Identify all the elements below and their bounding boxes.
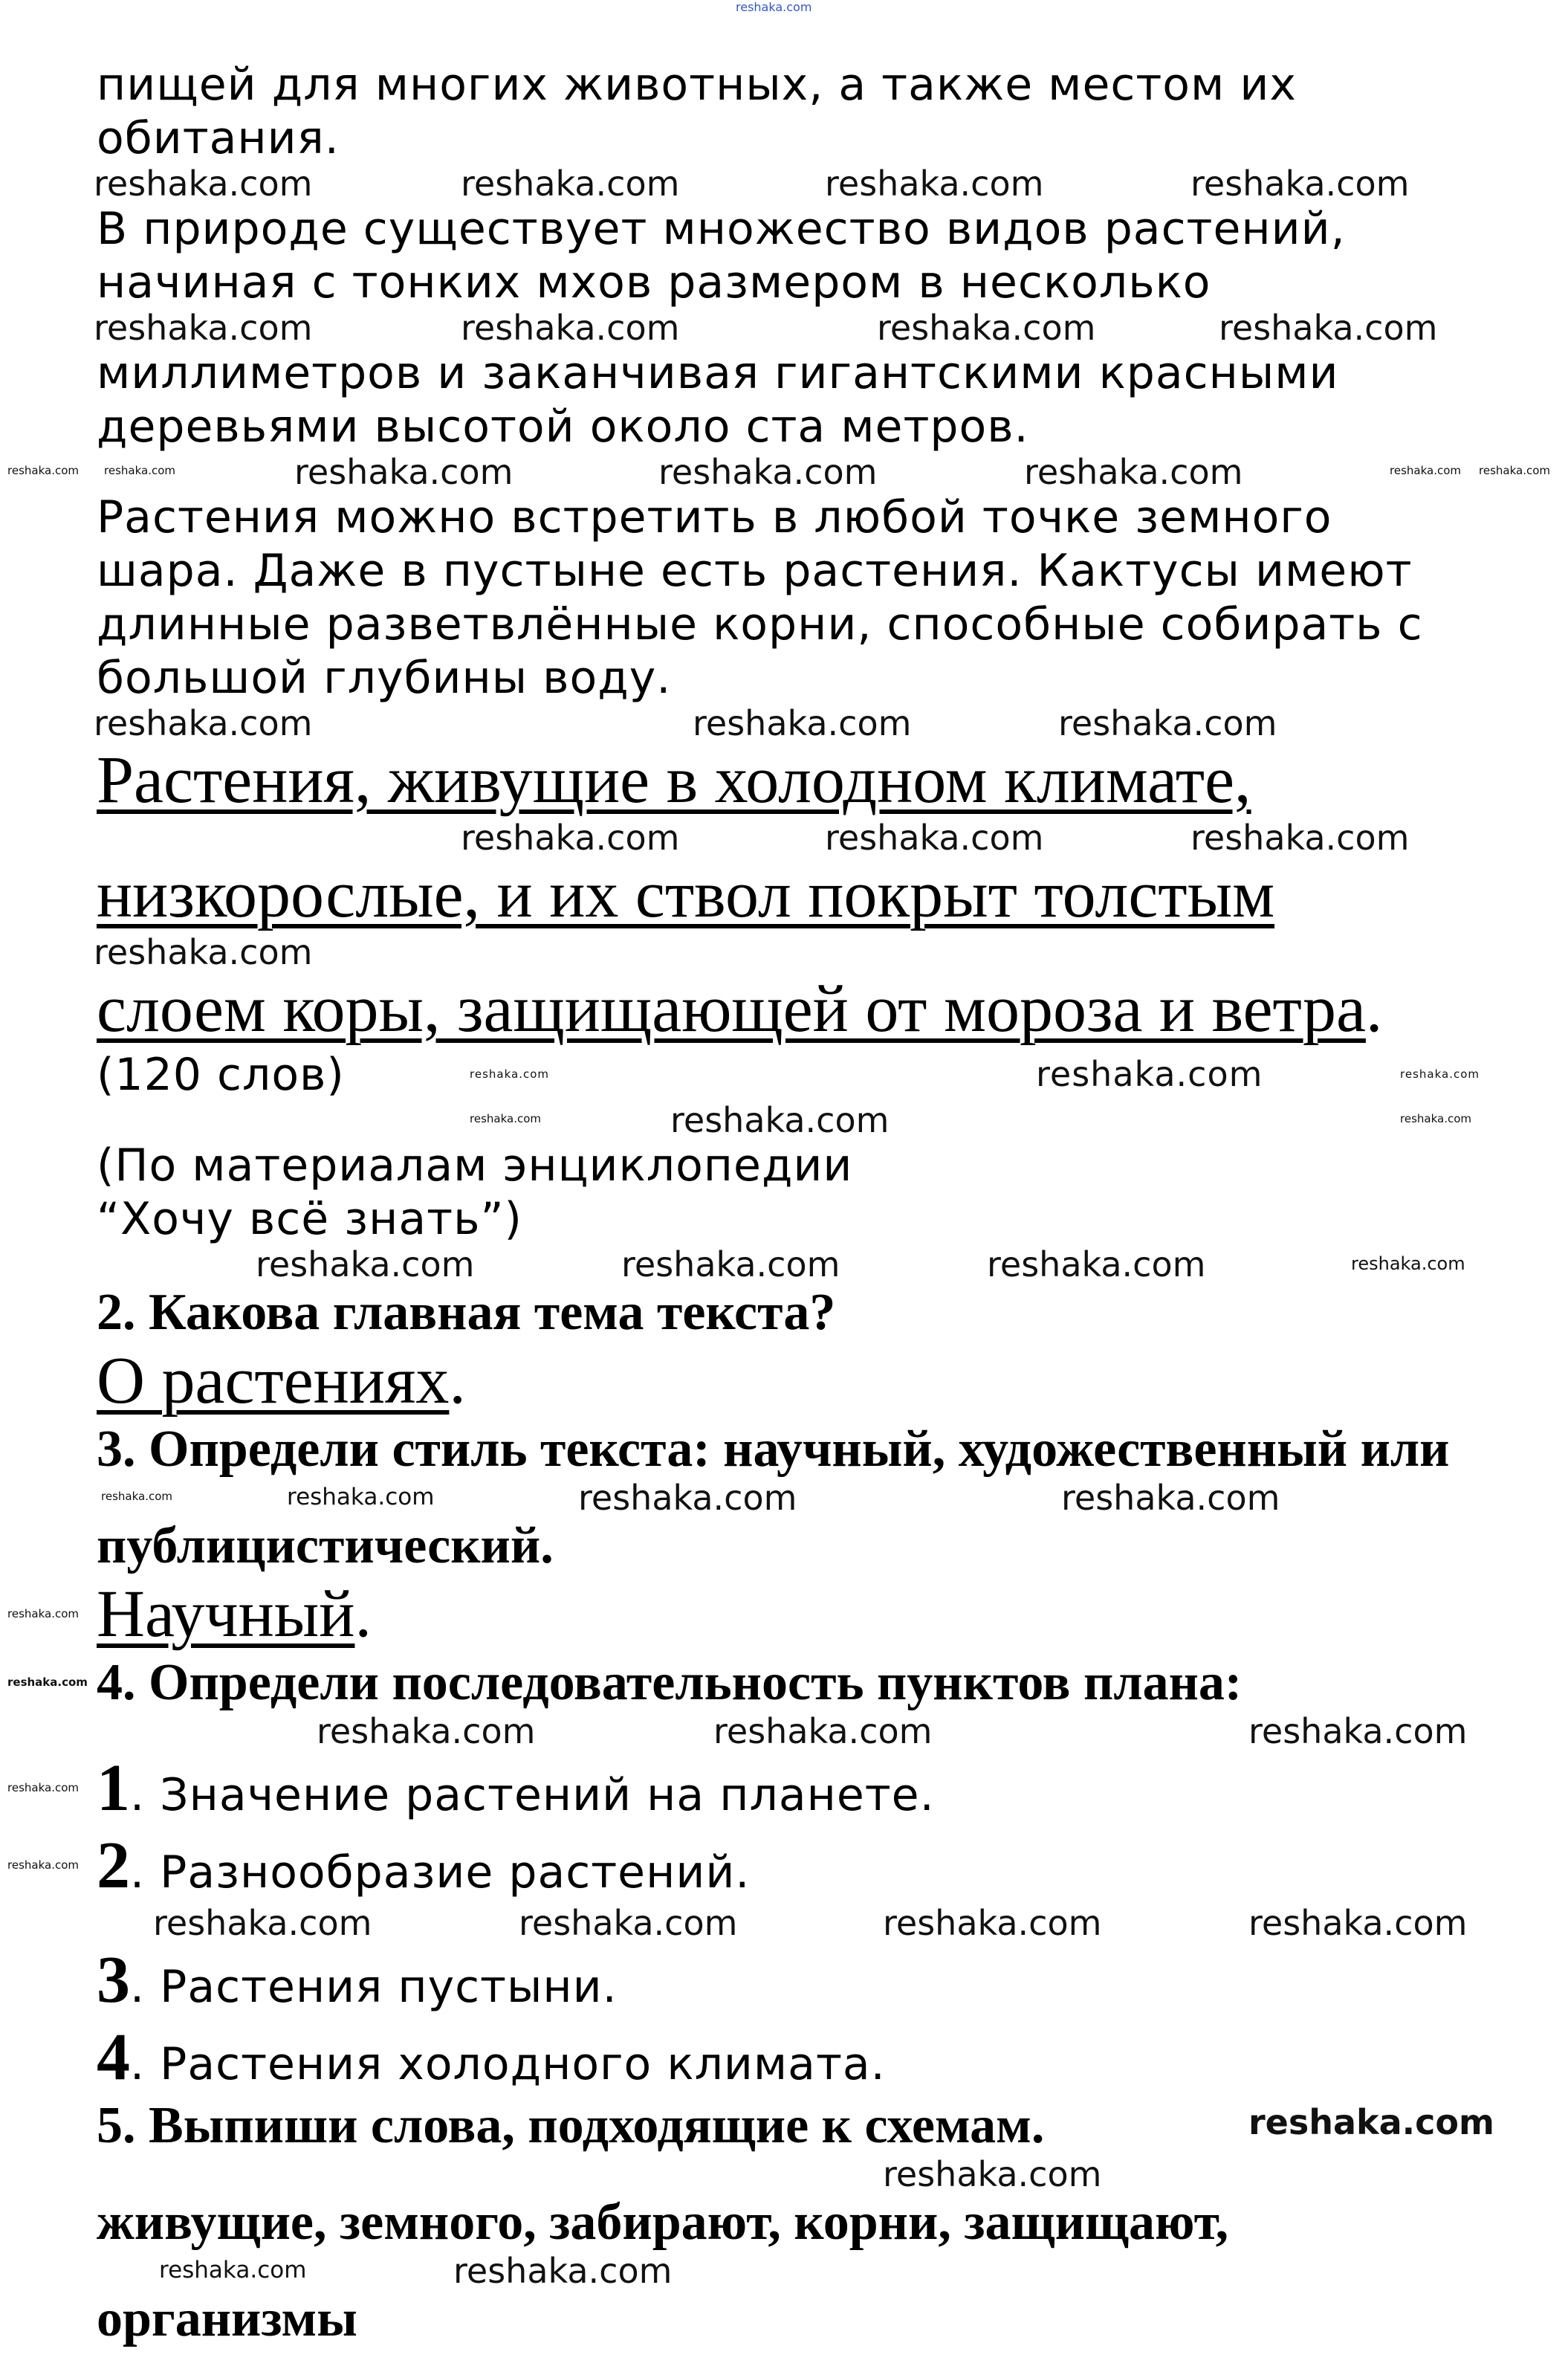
highlighted-text: Растения, живущие в холодном климате, [97, 743, 1251, 817]
answer-2 [0, 1342, 1568, 1420]
watermark: reshaka.com [1390, 464, 1461, 477]
watermark: reshaka.com [1248, 1711, 1468, 1751]
watermark: reshaka.com [987, 1244, 1206, 1284]
watermark: reshaka.com [104, 464, 175, 477]
watermark: reshaka.com [1351, 1253, 1465, 1274]
watermark-row [0, 1102, 1568, 1139]
text: 4. Определи последовательность пунктов плана: [97, 1654, 1243, 1711]
watermark: reshaka.com [1058, 703, 1277, 743]
plan-text: . Растения холодного климата. [130, 2038, 886, 2090]
text: (По материалам энциклопедии [97, 1140, 853, 1192]
text-line [0, 491, 1568, 544]
text: публицистический. [97, 1517, 554, 1574]
watermark: reshaka.com [825, 818, 1044, 858]
plan-text: . Значение растений на планете. [130, 1769, 935, 1821]
text: 5. Выпиши слова, подходящие к схемам. [97, 2097, 1045, 2154]
watermark: reshaka.com [7, 1675, 88, 1689]
watermark: reshaka.com [287, 1484, 435, 1510]
plan-number: 3 [97, 1943, 130, 2017]
watermark: reshaka.com [621, 1244, 840, 1284]
plan-item [0, 1942, 1568, 2019]
answer-text: О растениях [97, 1344, 450, 1418]
watermark: reshaka.com [94, 164, 313, 204]
highlighted-text: низкорослые, и их ствол покрыт толстым [97, 858, 1275, 931]
watermark: reshaka.com [7, 1858, 79, 1872]
text-line [0, 400, 1568, 453]
text-line [0, 598, 1568, 651]
plan-text: . Разнообразие растений. [130, 1846, 751, 1898]
watermark: reshaka.com [461, 164, 680, 204]
watermark: reshaka.com [693, 703, 912, 743]
plan-item [0, 1827, 1568, 1904]
watermark: reshaka.com [1248, 2102, 1494, 2142]
question-2 [0, 1283, 1568, 1342]
watermark: reshaka.com [1479, 464, 1550, 477]
watermark: reshaka.com [1061, 1478, 1280, 1518]
plan-text: . Растения пустыни. [130, 1961, 618, 2013]
text: большой глубины воду. [97, 652, 672, 704]
answer-5 [0, 2193, 1568, 2252]
text: пищей для многих животных, а также местом их [97, 59, 1297, 111]
watermark: reshaka.com [7, 1781, 79, 1794]
question-3 [0, 1516, 1568, 1576]
text-line [0, 544, 1568, 598]
text: организмы [97, 2290, 357, 2347]
text: шара. Даже в пустыне есть растения. Кактусы имеют [97, 545, 1413, 597]
text: миллиметров и заканчивая гигантскими красными [97, 347, 1339, 399]
watermark: reshaka.com [883, 2154, 1102, 2194]
question-4 [0, 1653, 1568, 1713]
watermark-row [0, 934, 1568, 971]
watermark-row [0, 819, 1568, 856]
text: “Хочу всё знать”) [97, 1193, 522, 1245]
plan-number: 1 [97, 1751, 130, 1825]
text: живущие, земного, забирают, корни, защищают, [97, 2194, 1229, 2251]
watermark: reshaka.com [1400, 1067, 1480, 1081]
plan-number: 4 [97, 2020, 130, 2094]
text-line [0, 256, 1568, 309]
text: В природе существует множество видов растений, [97, 203, 1346, 255]
source-line [0, 1139, 1568, 1192]
answer-5 [0, 2289, 1568, 2349]
watermark: reshaka.com [1036, 1054, 1263, 1094]
watermark: reshaka.com [883, 1903, 1102, 1943]
watermark: reshaka.com [256, 1244, 475, 1284]
highlighted-line [0, 856, 1568, 934]
answer-text: Научный [97, 1577, 355, 1651]
highlighted-text: слоем коры, защищающей от мороза и ветра [97, 972, 1366, 1046]
word-count-line [0, 1048, 1568, 1102]
watermark: reshaka.com [153, 1903, 372, 1943]
watermark: reshaka.com [877, 308, 1096, 348]
watermark: reshaka.com [670, 1100, 890, 1140]
watermark: reshaka.com [461, 818, 680, 858]
watermark: reshaka.com [1400, 1112, 1471, 1125]
watermark-row [0, 705, 1568, 742]
plan-item [0, 2019, 1568, 2096]
answer-3 [0, 1576, 1568, 1653]
question-5 [0, 2096, 1568, 2156]
watermark: reshaka.com [159, 2257, 307, 2284]
watermark: reshaka.com [7, 464, 79, 477]
watermark: reshaka.com [94, 932, 313, 972]
watermark: reshaka.com [1248, 1903, 1468, 1943]
watermark-row [0, 453, 1568, 491]
text-line [0, 346, 1568, 400]
period: . [354, 1577, 372, 1651]
watermark-row [0, 1246, 1568, 1283]
watermark-row [0, 165, 1568, 202]
text: 3. Определи стиль текста: научный, художественный или [97, 1421, 1450, 1478]
source-line [0, 1192, 1568, 1246]
watermark: reshaka.com [1219, 308, 1438, 348]
watermark: reshaka.com [658, 452, 878, 492]
text-line [0, 651, 1568, 705]
plan-item [0, 1750, 1568, 1827]
watermark: reshaka.com [461, 308, 680, 348]
watermark: reshaka.com [470, 1067, 549, 1081]
watermark-row [0, 309, 1568, 346]
period: . [449, 1344, 466, 1418]
text: длинные разветвлённые корни, способные собирать с [97, 598, 1423, 650]
watermark: reshaka.com [1190, 818, 1410, 858]
watermark: reshaka.com [713, 1711, 933, 1751]
watermark: reshaka.com [317, 1711, 536, 1751]
text: деревьями высотой около ста метров. [97, 401, 1029, 453]
plan-number: 2 [97, 1829, 130, 1902]
question-3 [0, 1420, 1568, 1479]
watermark-row [0, 1713, 1568, 1750]
text-line [0, 58, 1568, 111]
text-line [0, 202, 1568, 256]
text-line [0, 111, 1568, 165]
watermark: reshaka.com [7, 1607, 79, 1620]
watermark: reshaka.com [94, 703, 313, 743]
text: Растения можно встретить в любой точке земного [97, 491, 1332, 543]
highlighted-line [0, 742, 1568, 819]
highlighted-line-last [0, 971, 1568, 1048]
text: обитания. [97, 112, 340, 164]
text: 2. Какова главная тема текста? [97, 1284, 836, 1341]
watermark: reshaka.com [578, 1478, 797, 1518]
watermark-row [0, 1479, 1568, 1516]
text: начиная с тонких мхов размером в несколько [97, 256, 1211, 308]
period: . [1365, 972, 1383, 1046]
watermark: reshaka.com [519, 1903, 738, 1943]
watermark: reshaka.com [294, 452, 514, 492]
watermark: reshaka.com [825, 164, 1044, 204]
watermark-row [0, 2252, 1568, 2289]
watermark: reshaka.com [94, 308, 313, 348]
watermark: reshaka.com [470, 1112, 541, 1125]
watermark: reshaka.com [453, 2251, 673, 2291]
watermark: reshaka.com [101, 1490, 172, 1503]
watermark-row [0, 1904, 1568, 1942]
watermark: reshaka.com [736, 0, 812, 14]
watermark: reshaka.com [1190, 164, 1410, 204]
watermark: reshaka.com [1024, 452, 1243, 492]
watermark-row [0, 2156, 1568, 2193]
word-count: (120 слов) [97, 1049, 345, 1101]
